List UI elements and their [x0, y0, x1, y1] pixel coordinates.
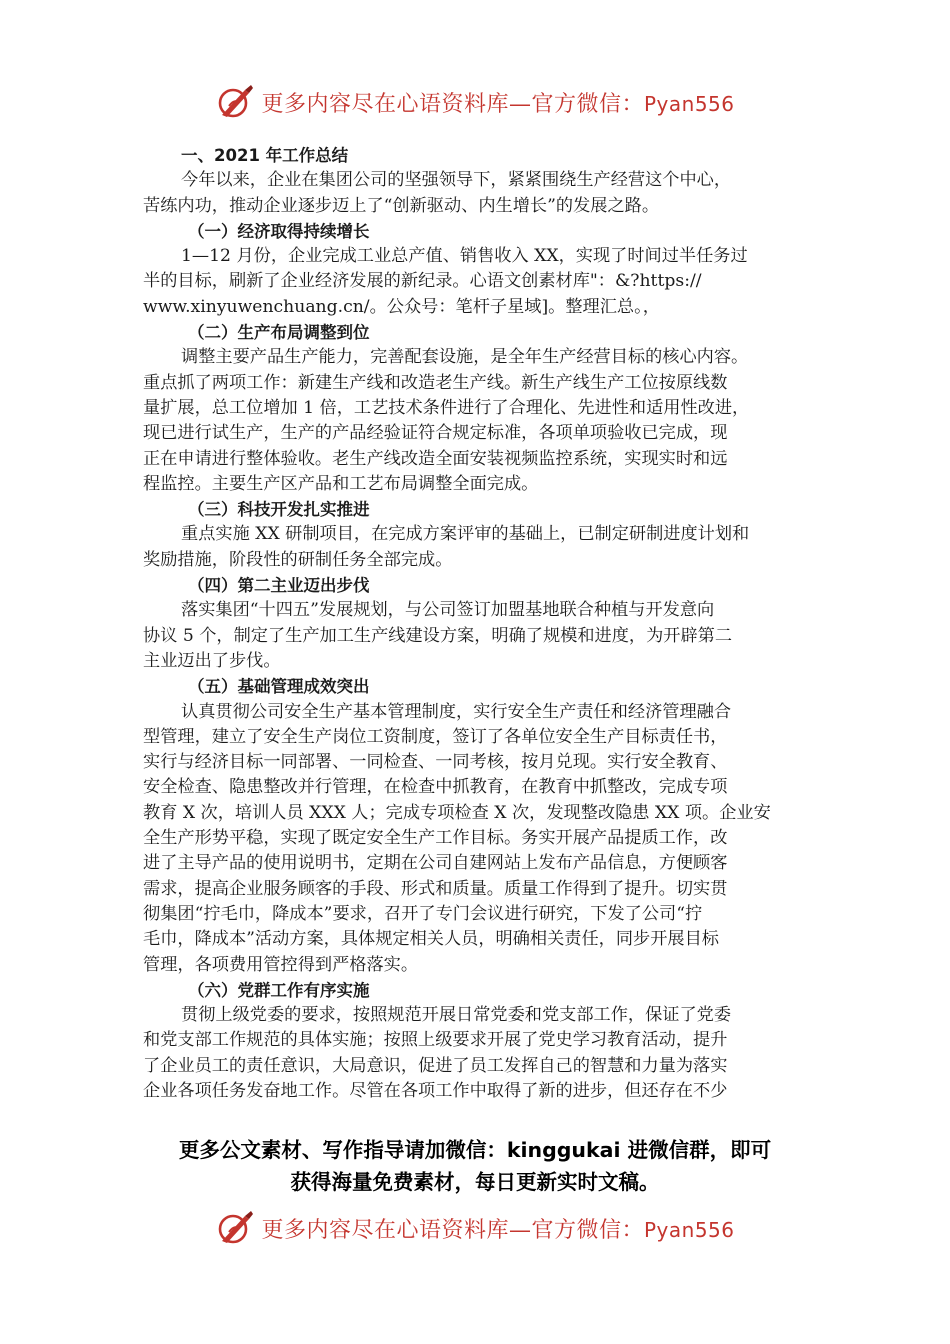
subsection-heading: （二）生产布局调整到位: [188, 323, 370, 343]
paragraph-line: 协议 5 个，制定了生产加工生产线建设方案，明确了规模和进度，为开辟第二: [143, 625, 733, 646]
subsection-heading: （四）第二主业迈出步伐: [188, 576, 370, 596]
paragraph-line: 实行与经济目标一同部署、一同检查、一同考核，按月兑现。实行安全教育、: [143, 752, 728, 773]
banner-title: 更多内容尽在心语资料库—官方微信：: [261, 91, 644, 117]
paragraph-line: 奖励措施，阶段性的研制任务全部完成。: [143, 549, 453, 570]
subsection-heading: （三）科技开发扎实推进: [188, 500, 370, 520]
paragraph-line: 进了主导产品的使用说明书，定期在公司自建网站上发布产品信息，方便顾客: [143, 853, 728, 874]
paragraph-line: 彻集团“拧毛巾，降成本”要求，召开了专门会议进行研究，下发了公司“拧: [143, 903, 703, 924]
paragraph-line: 安全检查、隐患整改并行管理，在检查中抓教育，在教育中抓整改，完成专项: [143, 777, 728, 798]
paragraph-line: 调整主要产品生产能力，完善配套设施，是全年生产经营目标的核心内容。: [181, 347, 749, 368]
banner-wechat-handle: Pyan556: [644, 1217, 735, 1242]
paragraph-line: 教育 X 次，培训人员 XXX 人；完成专项检查 X 次，发现整改隐患 XX 项。企业安: [143, 802, 771, 823]
header-banner: [0, 80, 950, 124]
promo-note: [0, 1134, 950, 1198]
paragraph-line: 正在申请进行整体验收。老生产线改造全面安装视频监控系统，实现实时和远: [143, 448, 728, 469]
paragraph-line: 管理，各项费用管控得到严格落实。: [143, 954, 419, 975]
paragraph-line: 重点抓了两项工作：新建生产线和改造老生产线。新生产线生产工位按原线数: [143, 372, 728, 393]
paragraph-line: 重点实施 XX 研制项目，在完成方案评审的基础上，已制定研制进度计划和: [181, 524, 750, 545]
banner-text: [261, 87, 734, 118]
pen-logo-icon: [215, 82, 255, 122]
paragraph-line: 半的目标，刷新了企业经济发展的新纪录。心语文创素材库"：&?https://: [143, 271, 702, 292]
banner-title: 更多内容尽在心语资料库—官方微信：: [261, 1217, 644, 1243]
paragraph-line: 全生产形势平稳，实现了既定安全生产工作目标。务实开展产品提质工作，改: [143, 828, 728, 849]
paragraph-line: 程监控。主要生产区产品和工艺布局调整全面完成。: [143, 473, 539, 494]
paragraph-line: 量扩展，总工位增加 1 倍，工艺技术条件进行了合理化、先进性和适用性改进，: [143, 397, 750, 418]
banner-wechat-handle: Pyan556: [644, 91, 735, 116]
paragraph-line: 贯彻上级党委的要求，按照规范开展日常党委和党支部工作，保证了党委: [181, 1005, 732, 1026]
promo-note-line: 更多公文素材、写作指导请加微信：kinggukai 进微信群，即可: [178, 1138, 772, 1162]
subsection-heading: （五）基础管理成效突出: [188, 677, 370, 697]
paragraph-line: 需求，提高企业服务顾客的手段、形式和质量。质量工作得到了提升。切实贯: [143, 878, 728, 899]
paragraph-line: www.xinyuwenchuang.cn/。公众号：笔杆子星域]。整理汇总。，: [143, 296, 660, 317]
paragraph-line: 苦练内功，推动企业逐步迈上了“创新驱动、内生增长”的发展之路。: [143, 195, 660, 216]
paragraph-line: 落实集团“十四五”发展规划，与公司签订加盟基地联合种植与开发意向: [181, 600, 715, 621]
paragraph-line: 毛巾，降成本”活动方案，具体规定相关人员，明确相关责任，同步开展目标: [143, 929, 719, 950]
paragraph-line: 了企业员工的责任意识，大局意识，促进了员工发挥自己的智慧和力量为落实: [143, 1055, 728, 1076]
paragraph-line: 1—12 月份，企业完成工业总产值、销售收入 XX，实现了时间过半任务过: [181, 246, 748, 267]
paragraph-line: 主业迈出了步伐。: [143, 650, 281, 671]
paragraph-line: 今年以来，企业在集团公司的坚强领导下，紧紧围绕生产经营这个中心，: [181, 170, 732, 191]
paragraph-line: 和党支部工作规范的具体实施；按照上级要求开展了党史学习教育活动，提升: [143, 1030, 728, 1051]
subsection-heading: （一）经济取得持续增长: [188, 221, 370, 241]
subsection-heading: （六）党群工作有序实施: [188, 980, 370, 1000]
document-body: [143, 143, 813, 1104]
promo-note-line: 获得海量免费素材，每日更新实时文稿。: [290, 1170, 660, 1194]
section-heading: 一、2021 年工作总结: [181, 146, 349, 165]
paragraph-line: 现已进行试生产，生产的产品经验证符合规定标准，各项单项验收已完成，现: [143, 423, 728, 444]
banner-text: [261, 1213, 734, 1244]
pen-logo-icon: [215, 1208, 255, 1248]
paragraph-line: 认真贯彻公司安全生产基本管理制度，实行安全生产责任和经济管理融合: [181, 701, 732, 722]
paragraph-line: 型管理，建立了安全生产岗位工资制度，签订了各单位安全生产目标责任书，: [143, 726, 728, 747]
paragraph-line: 企业各项任务发奋地工作。尽管在各项工作中取得了新的进步，但还存在不少: [143, 1080, 728, 1101]
footer-banner: [0, 1206, 950, 1250]
